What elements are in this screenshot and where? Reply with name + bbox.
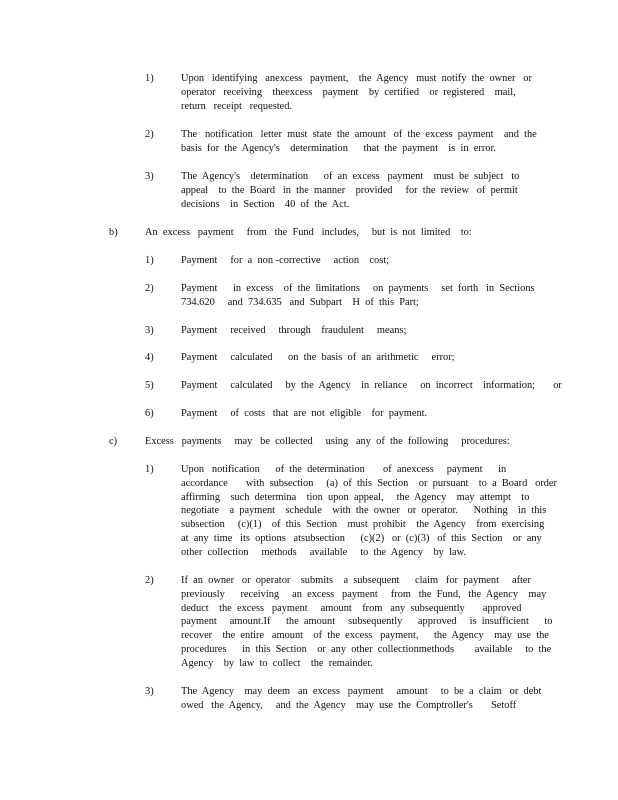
text-line: basis for the Agency's determination that the payment is in error. <box>181 142 496 154</box>
text-line: recover the entire amount of the excess payment, the Agency may use the <box>181 630 549 642</box>
text-line: at any time its options atsubsection (c)(2) or (c)(3) of this Section or any <box>181 532 542 544</box>
text-line: Payment received through fraudulent means; <box>181 325 407 336</box>
item-number: 6) <box>145 408 154 419</box>
text-line: return receipt requested. <box>181 100 293 112</box>
item-text <box>181 170 541 211</box>
item-number: 1) <box>145 255 154 266</box>
text-line: payment amount.If the amount subsequently approved is insufficient to <box>181 616 553 628</box>
item-text <box>181 254 541 268</box>
item-number: 5) <box>145 380 154 391</box>
text-line: owed the Agency, and the Agency may use the Comptroller's Setoff <box>181 699 517 711</box>
item-number: 4) <box>145 352 154 363</box>
item-number: 2) <box>145 575 154 586</box>
text-line: accordance with subsection (a) of this Section or pursuant to a Board order <box>181 477 557 489</box>
item-text <box>181 574 553 671</box>
item-number: 1) <box>145 464 154 475</box>
text-line: other collection methods available to the Agency by law. <box>181 546 466 558</box>
text-line: affirming such determina tion upon appeal, the Agency may attempt to <box>181 491 530 503</box>
text-line: decisions in Section 40 of the Act. <box>181 198 350 210</box>
item-text <box>181 72 541 113</box>
item-text <box>181 128 541 156</box>
item-text <box>145 226 545 240</box>
item-number: 3) <box>145 686 154 697</box>
item-text <box>181 685 541 713</box>
text-line: Agency by law to collect the remainder. <box>181 657 373 669</box>
text-line: appeal to the Board in the manner provided for the review of permit <box>181 184 518 196</box>
text-line: If an owner or operator submits a subsequent claim for payment after <box>181 575 532 586</box>
item-text <box>181 407 541 421</box>
item-text <box>181 351 541 365</box>
text-line: The Agency may deem an excess payment amount to be a claim or debt <box>181 686 542 697</box>
text-line: Payment in excess of the limitations on payments set forth in Sections <box>181 283 535 294</box>
text-line: 734.620 and 734.635 and Subpart H of this Part; <box>181 296 419 308</box>
text-line: Payment calculated on the basis of an arithmetic error; <box>181 352 455 363</box>
text-line: The Agency's determination of an excess payment must be subject to <box>181 171 520 182</box>
item-text <box>181 282 541 310</box>
text-line: deduct the excess payment amount from any subsequently approved <box>181 602 522 614</box>
item-number: 3) <box>145 171 154 182</box>
item-text <box>181 463 557 560</box>
section-letter: b) <box>109 227 118 238</box>
text-line: Upon identifying anexcess payment, the Agency must notify the owner or <box>181 73 532 84</box>
item-number: 2) <box>145 129 154 140</box>
text-line: The notification letter must state the amount of the excess payment and the <box>181 129 537 140</box>
item-text <box>181 324 541 338</box>
item-number: 1) <box>145 73 154 84</box>
text-line: operator receiving theexcess payment by certified or registered mail, <box>181 86 516 98</box>
text-line: Upon notification of the determination of anexcess payment in <box>181 464 507 475</box>
text-line: previously receiving an excess payment from the Fund, the Agency may <box>181 588 547 600</box>
item-text <box>181 379 562 393</box>
item-text <box>145 435 545 449</box>
item-number: 2) <box>145 283 154 294</box>
text-line: Payment of costs that are not eligible for payment. <box>181 408 428 419</box>
text-line: An excess payment from the Fund includes, but is not limited to: <box>145 227 472 238</box>
text-line: negotiate a payment schedule with the owner or operator. Nothing in this <box>181 505 547 517</box>
text-line: Payment calculated by the Agency in reliance on incorrect information; or <box>181 380 562 391</box>
text-line: procedures in this Section or any other collectionmethods available to the <box>181 643 552 655</box>
item-number: 3) <box>145 325 154 336</box>
section-letter: c) <box>109 436 118 447</box>
text-line: Excess payments may be collected using any of the following procedures: <box>145 436 510 447</box>
text-line: subsection (c)(1) of this Section must prohibit the Agency from exercising <box>181 519 545 531</box>
text-line: Payment for a non -corrective action cost; <box>181 255 390 266</box>
